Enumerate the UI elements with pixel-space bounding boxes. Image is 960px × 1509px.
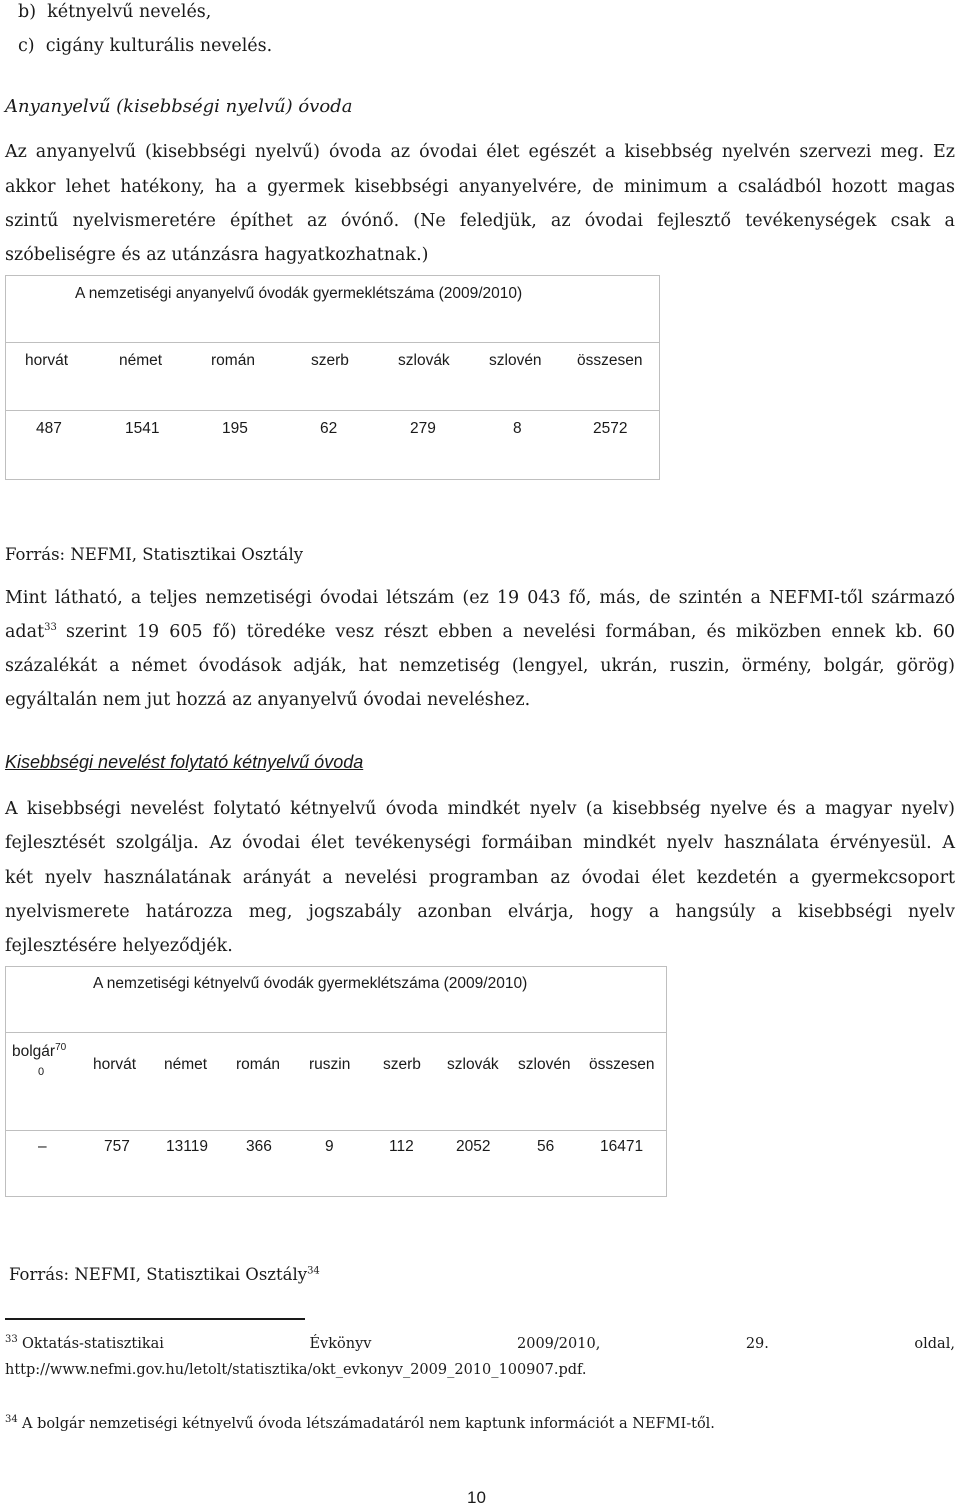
paragraph-line: Mint látható, a teljes nemzetiségi óvodai létszám (ez 19 043 fő, más, de szintén a NEFMI-től származó bbox=[5, 588, 955, 608]
footnote-33-part: oldal, bbox=[914, 1336, 955, 1352]
footnote-33-line bbox=[22, 1336, 955, 1352]
table2-header: szlovák bbox=[447, 1056, 499, 1073]
table2-header: horvát bbox=[93, 1056, 137, 1073]
list-item-c: c) cigány kulturális nevelés. bbox=[18, 36, 273, 56]
table2-value: 2052 bbox=[456, 1138, 491, 1155]
paragraph-line: százalékát a német óvodások adják, hat nemzetiség (lengyel, ukrán, ruszin, örmény, bolgár, görög) bbox=[5, 656, 955, 676]
page-number: 10 bbox=[467, 1488, 486, 1507]
table1-header: szerb bbox=[311, 352, 349, 369]
footnote-33-part: 29. bbox=[745, 1336, 769, 1352]
paragraph-line: akkor lehet hatékony, ha a gyermek kisebbségi anyanyelvére, de minimum a családból hozott magas bbox=[5, 177, 955, 197]
table1-header: horvát bbox=[25, 352, 69, 369]
table1-source: Forrás: NEFMI, Statisztikai Osztály bbox=[5, 545, 304, 564]
table1-value: 279 bbox=[410, 420, 436, 437]
table2-source bbox=[9, 1265, 320, 1284]
table2-value: 757 bbox=[104, 1138, 130, 1155]
table2-header-row bbox=[5, 1032, 667, 1131]
footnote-34-text: A bolgár nemzetiségi kétnyelvű óvoda létszámadatáról nem kaptunk információt a NEFMI-től. bbox=[22, 1416, 715, 1432]
table2-header: szerb bbox=[383, 1056, 421, 1073]
table2-header: bolgár bbox=[12, 1043, 56, 1060]
table1-title: A nemzetiségi anyanyelvű óvodák gyermeklétszáma (2009/2010) bbox=[75, 285, 523, 302]
table1-value: 487 bbox=[36, 420, 62, 437]
table2-value: 9 bbox=[325, 1138, 334, 1155]
table2-value: 16471 bbox=[600, 1138, 644, 1155]
paragraph-line-prefix bbox=[5, 622, 57, 642]
table1-header: szlovák bbox=[398, 352, 450, 369]
table1-header: szlovén bbox=[489, 352, 542, 369]
paragraph-line: két nyelv használatának arányát a nevelési programban az óvodai élet kezdetén a gyermekcsoport bbox=[5, 868, 955, 888]
table1-value: 1541 bbox=[125, 420, 160, 437]
footnote-number-34: 34 bbox=[5, 1414, 18, 1425]
paragraph-line: egyáltalán nem jut hozzá az anyanyelvű óvodai neveléshez. bbox=[5, 690, 531, 710]
section-heading-bilingual: Kisebbségi nevelést folytató kétnyelvű óvoda bbox=[5, 752, 364, 772]
footnote-33-part: Évkönyv bbox=[309, 1336, 372, 1352]
table2-title: A nemzetiségi kétnyelvű óvodák gyermeklétszáma (2009/2010) bbox=[93, 975, 528, 992]
paragraph-line: fejlesztésére helyeződjék. bbox=[5, 936, 233, 956]
table2-value: 366 bbox=[246, 1138, 272, 1155]
table2-value: 13119 bbox=[166, 1138, 208, 1155]
table2-source-text: Forrás: NEFMI, Statisztikai Osztály bbox=[9, 1265, 308, 1284]
table1-header: román bbox=[211, 352, 255, 369]
section-heading-mother-tongue: Anyanyelvű (kisebbségi nyelvű) óvoda bbox=[5, 96, 353, 117]
footnote-number-33: 33 bbox=[5, 1334, 18, 1345]
adat-word: adat bbox=[5, 622, 45, 642]
table2-value: 112 bbox=[389, 1138, 414, 1155]
paragraph-line: fejlesztését szolgálja. Az óvodai élet tevékenységi formáiban mindkét nyelv használata érvényesül. A bbox=[5, 833, 955, 853]
table2-header-sub: 0 bbox=[38, 1066, 45, 1078]
table2-header: német bbox=[164, 1056, 208, 1073]
table2-value: 56 bbox=[537, 1138, 555, 1155]
list-item-b: b) kétnyelvű nevelés, bbox=[18, 2, 212, 22]
table1-value: 195 bbox=[222, 420, 248, 437]
table2-header-first bbox=[12, 1043, 66, 1061]
table2-header: szlovén bbox=[518, 1056, 571, 1073]
footnote-33-url[interactable]: http://www.nefmi.gov.hu/letolt/statisztika/okt_evkonyv_2009_2010_100907.pdf. bbox=[5, 1362, 587, 1378]
footnote-ref-34[interactable]: 34 bbox=[307, 1265, 320, 1277]
paragraph-line: nyelvismerete határozza meg, jogszabály azonban elvárja, hogy a hangsúly a kisebbségi nyelv bbox=[5, 902, 955, 922]
footnote-ref-33[interactable]: 33 bbox=[44, 622, 57, 634]
footnote-33-part: 2009/2010, bbox=[517, 1336, 601, 1352]
footnote-separator bbox=[5, 1318, 305, 1320]
footnote-33-part: Oktatás-statisztikai bbox=[22, 1336, 164, 1352]
table1-value: 8 bbox=[513, 420, 522, 437]
paragraph-line: szerint 19 605 fő) töredéke vesz részt ebben a nevelési formában, és miközben ennek kb. 60 bbox=[66, 622, 955, 642]
paragraph-line: szóbeliségre és az utánzásra hagyatkozhatnak.) bbox=[5, 245, 429, 265]
table1-value: 62 bbox=[320, 420, 338, 437]
table2-header: összesen bbox=[589, 1056, 655, 1073]
paragraph-line: Az anyanyelvű (kisebbségi nyelvű) óvoda az óvodai élet egészét a kisebbség nyelvén szervezi meg. Ez bbox=[5, 142, 955, 162]
paragraph-line: szintű nyelvismeretére építhet az óvónő. (Ne feledjük, az óvodai fejlesztő tevékenységek csak a bbox=[5, 211, 955, 231]
table2-header: ruszin bbox=[309, 1056, 351, 1073]
table2-value: – bbox=[38, 1138, 47, 1155]
paragraph-line: A kisebbségi nevelést folytató kétnyelvű óvoda mindkét nyelv (a kisebbség nyelve és a magyar nyelv) bbox=[5, 799, 955, 819]
footnote-ref-70: 70 bbox=[55, 1041, 67, 1053]
table2-header: román bbox=[236, 1056, 280, 1073]
table1-header: német bbox=[119, 352, 163, 369]
table1-header: összesen bbox=[577, 352, 643, 369]
table1-value: 2572 bbox=[593, 420, 628, 437]
